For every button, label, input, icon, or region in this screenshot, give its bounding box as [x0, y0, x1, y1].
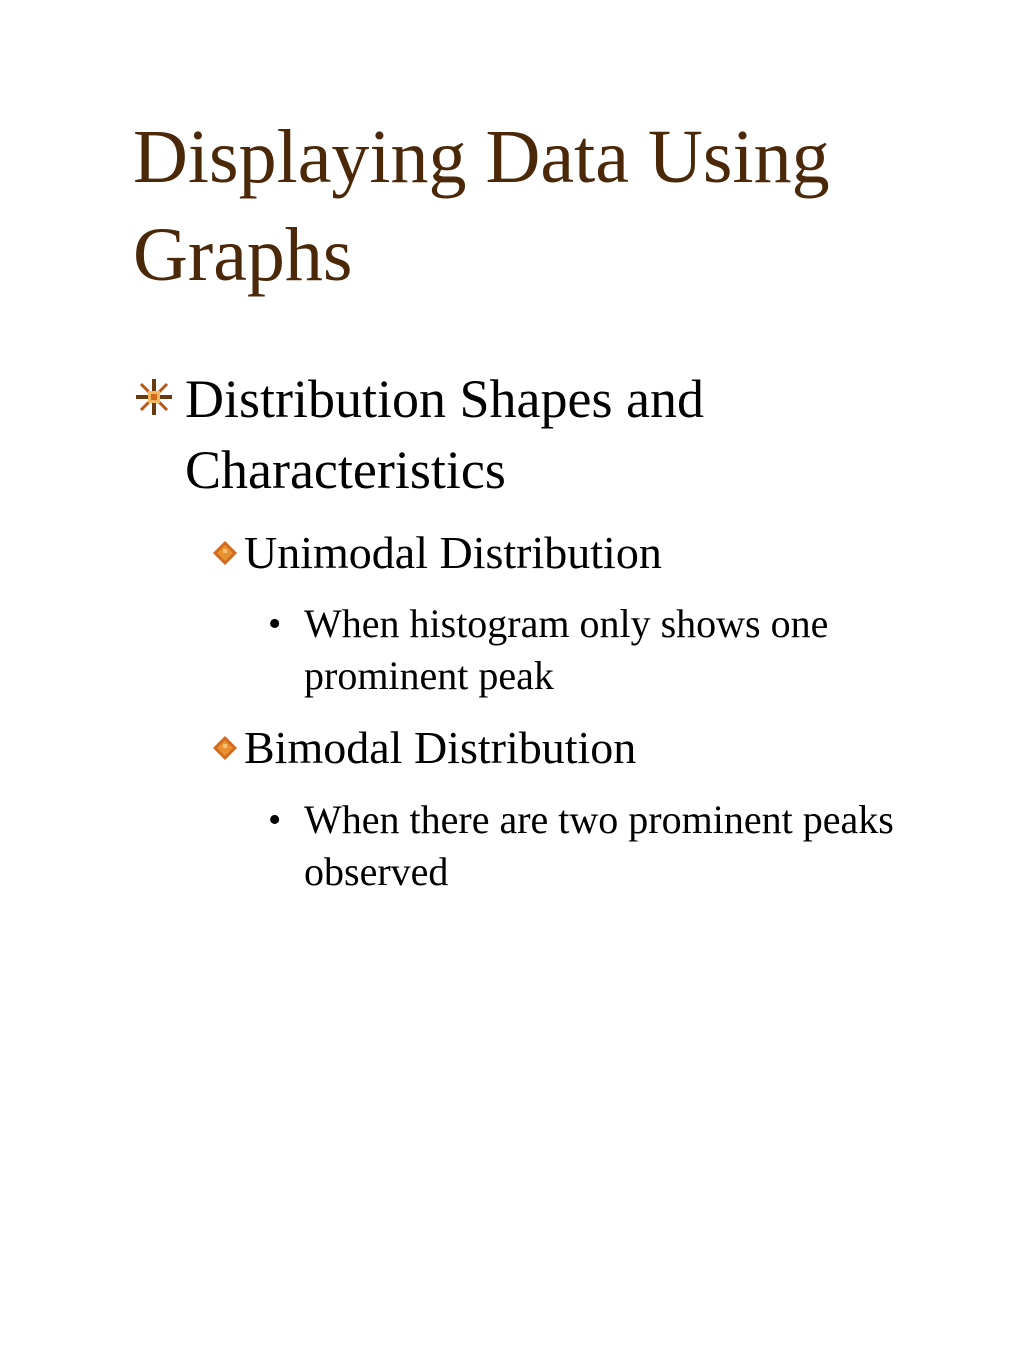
- bullet-level3-text: When histogram only shows one prominent peak: [304, 601, 829, 698]
- star-icon: [133, 376, 175, 418]
- bullet-level3-item: [268, 794, 988, 898]
- bullet-level2-item: [212, 721, 992, 775]
- bullet-level1-text: Distribution Shapes and Characteristics: [185, 369, 704, 500]
- bullet-level2-text: Unimodal Distribution: [244, 527, 662, 578]
- diamond-icon: [212, 540, 238, 566]
- bullet-level3-text: When there are two prominent peaks observed: [304, 797, 894, 894]
- bullet-dot: •: [268, 799, 282, 841]
- bullet-level1: [133, 364, 973, 506]
- bullet-level3-item: [268, 598, 988, 702]
- bullet-level2-item: [212, 526, 992, 580]
- diamond-icon: [212, 735, 238, 761]
- bullet-level2-text: Bimodal Distribution: [244, 722, 637, 773]
- bullet-dot: •: [268, 603, 282, 645]
- slide-title: Displaying Data Using Graphs: [133, 115, 830, 297]
